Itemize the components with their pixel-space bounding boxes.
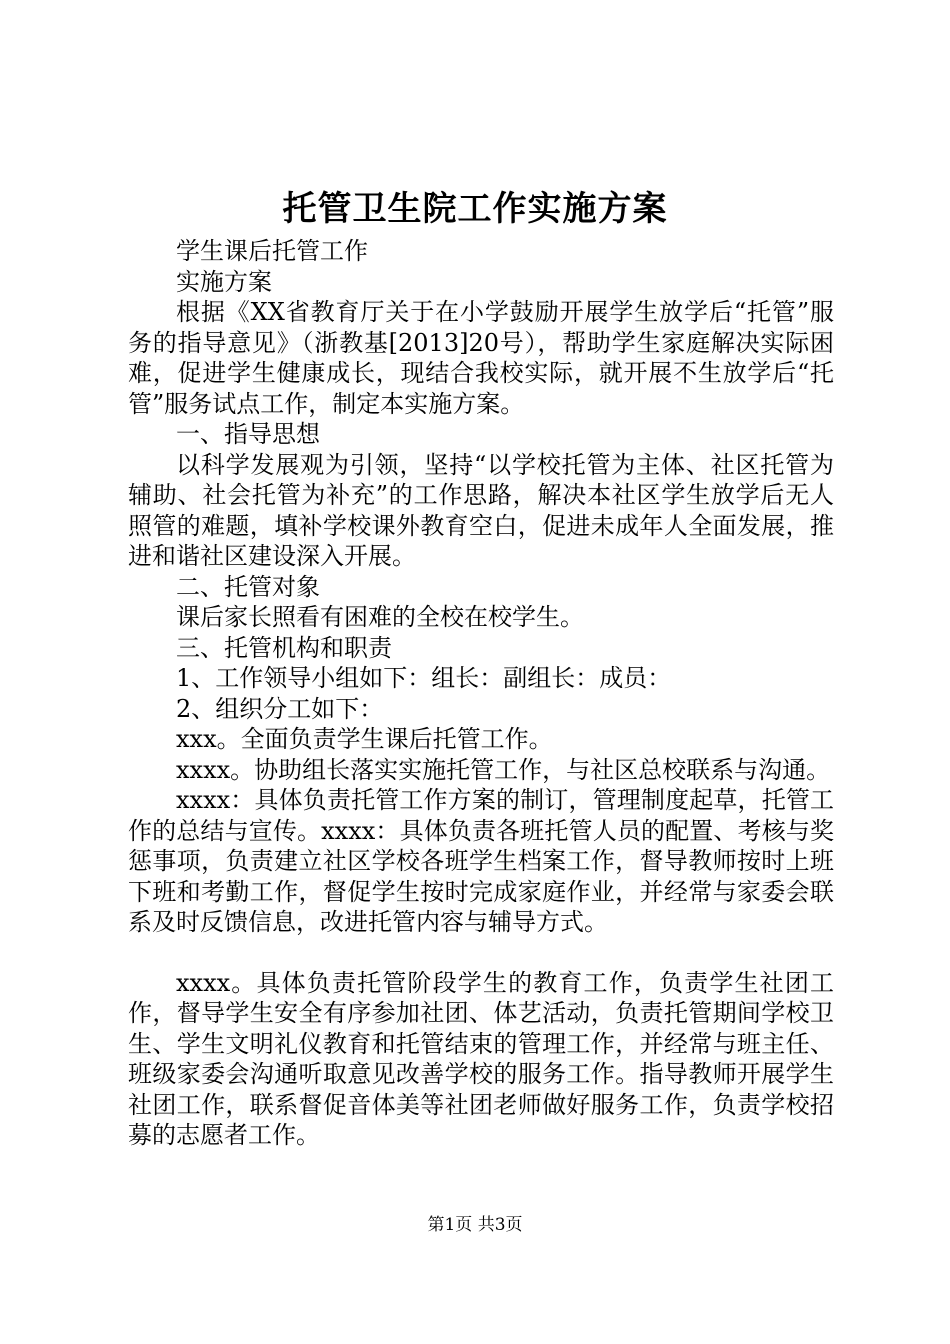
paragraph: 课后家长照看有困难的全校在校学生。: [176, 603, 584, 631]
paragraph: 实施方案: [176, 267, 272, 296]
paragraph: xxxx：具体负责托管工作方案的制订，管理制度起草，托管工作的总结与宣传。xxxx：具体负责各班托管人员的配置、考核与奖惩事项，负责建立社区学校各班学生档案工作，督导教师按时上班下班和考勤工作，督促学生按时完成家庭作业，并经常与家委会联系及时反馈信息，改进托管内容与辅导方式。: [128, 786, 834, 936]
document-body: [128, 236, 834, 1151]
paragraph: xxxx。具体负责托管阶段学生的教育工作，负责学生社团工作，督导学生安全有序参加社团、体艺活动，负责托管期间学校卫生、学生文明礼仪教育和托管结束的管理工作，并经常与班主任、班级家委会沟通听取意见改善学校的服务工作。指导教师开展学生社团工作，联系督促音体美等社团老师做好服务工作，负责学校招募的志愿者工作。: [128, 968, 834, 1149]
paragraph: 以科学发展观为引领，坚持“以学校托管为主体、社区托管为辅助、社会托管为补充”的工作思路，解决本社区学生放学后无人照管的难题，填补学校课外教育空白，促进未成年人全面发展，推进和谐社区建设深入开展。: [128, 450, 834, 570]
page-footer: 第1页 共3页: [427, 1215, 523, 1235]
paragraph: 2、组织分工如下：: [176, 694, 384, 723]
paragraph: xxxx。协助组长落实实施托管工作，与社区总校联系与沟通。: [176, 755, 831, 784]
paragraph: 1、工作领导小组如下：组长：副组长：成员：: [176, 664, 672, 692]
section-heading: 二、托管对象: [176, 572, 320, 601]
paragraph: 学生课后托管工作: [176, 237, 368, 265]
document-title: 托管卫生院工作实施方案: [282, 189, 668, 229]
section-heading: 三、托管机构和职责: [176, 633, 392, 662]
paragraph: 根据《XX省教育厅关于在小学鼓励开展学生放学后“托管”服务的指导意见》（浙教基[2013]20号），帮助学生家庭解决实际困难，促进学生健康成长，现结合我校实际，就开展不生放学后“托管”服务试点工作，制定本实施方案。: [128, 298, 834, 418]
paragraph: xxx。全面负责学生课后托管工作。: [176, 725, 553, 753]
section-heading: 一、指导思想: [176, 420, 320, 448]
